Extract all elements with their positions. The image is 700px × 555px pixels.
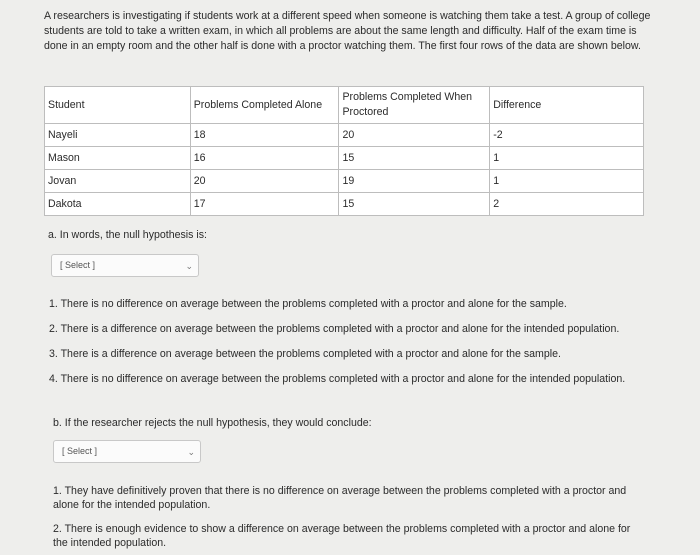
answer-b-option-1: 1. They have definitively proven that there is no difference on average between the problems completed with a proctor and alone for the intended population.: [53, 485, 627, 511]
table-row: [45, 124, 644, 147]
cell-student: Dakota: [45, 193, 191, 216]
cell-student: Mason: [45, 147, 191, 170]
cell-difference: 1: [490, 147, 644, 170]
cell-alone: 20: [190, 170, 339, 193]
answer-a-option-1: 1. There is no difference on average between the problems completed with a proctor and alone for the sample.: [49, 298, 567, 310]
answer-a-option-3: 3. There is a difference on average between the problems completed with a proctor and alone for the sample.: [49, 348, 561, 360]
cell-alone: 17: [190, 193, 339, 216]
question-intro: A researchers is investigating if students work at a different speed when someone is watching them take a test. A group of college students are told to take a written exam, in which all problems are about the same length and difficulty. Half of the exam time is done in an empty room and the other half is done with a proctor watching them. The first four rows of the data are shown below.: [44, 10, 651, 53]
cell-proctored: 20: [339, 124, 490, 147]
cell-difference: -2: [490, 124, 644, 147]
answer-a-option-2: 2. There is a difference on average between the problems completed with a proctor and alone for the intended population.: [49, 323, 620, 335]
answer-a-option-4: 4. There is no difference on average between the problems completed with a proctor and alone for the intended population.: [49, 373, 626, 385]
cell-alone: 18: [190, 124, 339, 147]
cell-proctored: 15: [339, 193, 490, 216]
table-row: [45, 147, 644, 170]
question-a-label: a. In words, the null hypothesis is:: [48, 229, 207, 241]
data-table: [44, 86, 644, 216]
cell-difference: 1: [490, 170, 644, 193]
cell-student: Jovan: [45, 170, 191, 193]
cell-student: Nayeli: [45, 124, 191, 147]
header-problems-proctored: Problems Completed When Proctored: [339, 87, 490, 124]
chevron-down-icon: ⌄: [185, 261, 193, 271]
cell-alone: 16: [190, 147, 339, 170]
select-value: [ Select ]: [62, 446, 98, 456]
cell-proctored: 19: [339, 170, 490, 193]
cell-proctored: 15: [339, 147, 490, 170]
header-student: Student: [45, 87, 191, 124]
table-header-row: [45, 87, 644, 124]
question-b-select[interactable]: [53, 440, 201, 463]
cell-difference: 2: [490, 193, 644, 216]
table-row: [45, 170, 644, 193]
header-problems-alone: Problems Completed Alone: [190, 87, 339, 124]
chevron-down-icon: ⌄: [187, 447, 195, 457]
table-row: [45, 193, 644, 216]
answer-b-option-2: 2. There is enough evidence to show a difference on average between the problems completed with a proctor and alone for the intended population.: [53, 523, 631, 549]
question-a-select[interactable]: [51, 254, 199, 277]
select-value: [ Select ]: [60, 260, 96, 270]
header-difference: Difference: [490, 87, 644, 124]
question-b-label: b. If the researcher rejects the null hypothesis, they would conclude:: [53, 417, 372, 429]
